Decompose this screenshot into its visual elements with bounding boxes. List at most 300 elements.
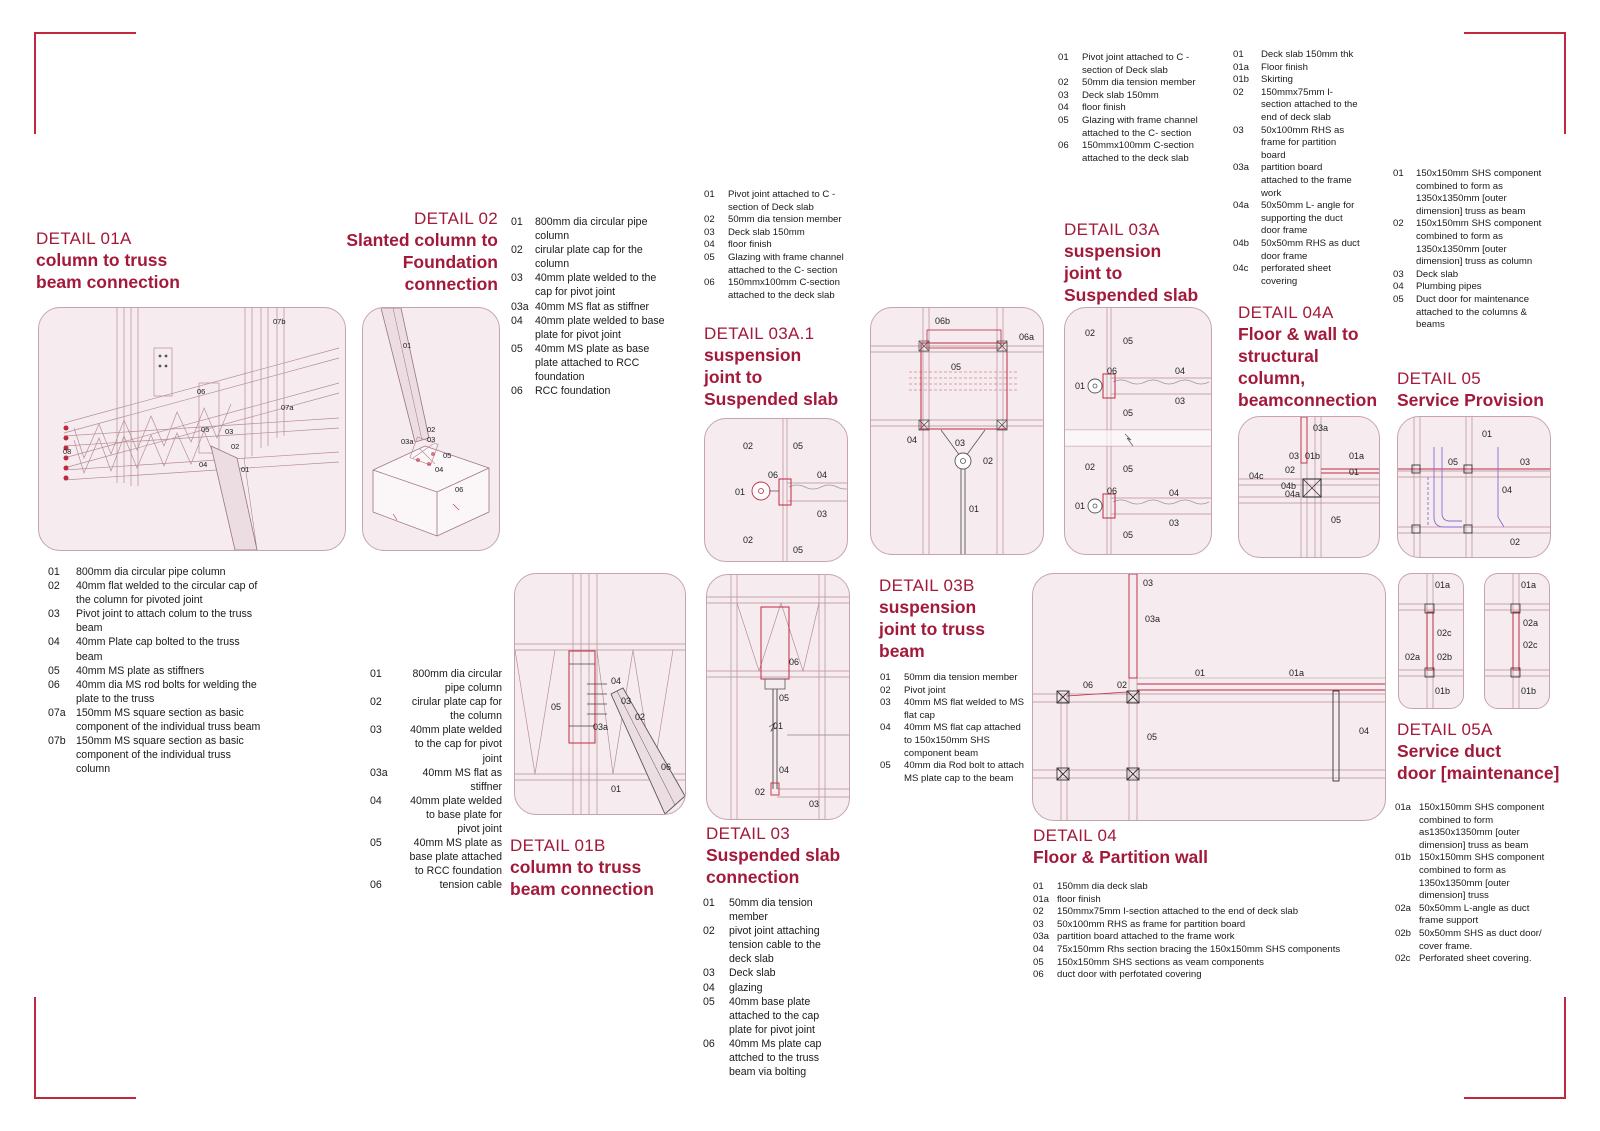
label: 01 <box>403 341 412 350</box>
detail-number: DETAIL 01A <box>36 229 132 248</box>
detail-title-line: connection <box>404 274 498 294</box>
label: 03 <box>809 799 820 809</box>
note-text: 40mm MS flat as stiffner <box>535 300 650 313</box>
note-key: 03a <box>370 766 388 779</box>
label: 02 <box>231 442 240 451</box>
label: 07a <box>281 403 294 412</box>
note-key: 03 <box>370 724 382 737</box>
note-item <box>880 722 1026 760</box>
detail-title-line: joint to <box>704 367 763 387</box>
note-key: 04 <box>1058 102 1069 114</box>
note-key: 03 <box>48 608 60 621</box>
note-key: 04 <box>880 722 891 734</box>
label: 01 <box>735 487 746 497</box>
note-key: 04 <box>370 794 382 807</box>
note-text: Glazing with frame channel attached to the C- section <box>728 251 844 276</box>
note-key: 01 <box>1058 52 1069 63</box>
note-text: 150mmx100mm C-section attached to the deck slab <box>728 277 840 301</box>
note-item <box>1393 269 1549 282</box>
note-text: pivot joint attaching tension cable to the deck slab <box>729 925 821 966</box>
detail-title-line: suspension <box>704 345 802 365</box>
note-text: 40mm MS flat as stiffner <box>422 766 502 793</box>
note-key: 02 <box>703 925 715 938</box>
note-key: 02 <box>1058 77 1069 89</box>
note-text: 50mm dia tension member <box>1082 77 1196 89</box>
drawing-detail-04a <box>1238 416 1380 558</box>
note-item <box>703 924 837 966</box>
label: 02a <box>1405 652 1421 662</box>
label: 04 <box>611 676 622 686</box>
note-item <box>880 697 1026 722</box>
note-key: 04b <box>1233 237 1250 249</box>
note-key: 01a <box>1233 61 1250 73</box>
note-key: 02b <box>1395 927 1412 939</box>
drawing-detail-05a-left <box>1398 573 1464 709</box>
note-text: partition board attached to the frame work <box>1261 162 1352 199</box>
notes-detail-01b <box>370 667 502 893</box>
note-key: 04c <box>1233 263 1249 275</box>
detail-number: DETAIL 03 <box>706 824 790 843</box>
drawing-detail-03 <box>706 574 850 820</box>
note-item <box>511 342 673 384</box>
note-key: 05 <box>370 837 382 850</box>
note-text: 40mm MS flat cap attached to 150x150mm SHS component beam <box>904 722 1021 759</box>
note-item <box>511 215 673 243</box>
note-text: 40mm MS flat welded to MS flat cap <box>904 697 1024 721</box>
heading-detail-03a1 <box>704 324 838 410</box>
note-item <box>704 214 862 227</box>
note-item <box>703 995 837 1037</box>
note-text: floor finish <box>728 239 772 251</box>
label: 02 <box>635 712 646 722</box>
note-text: Glazing with frame channel attached to the C- section <box>1082 114 1198 139</box>
label: 03 <box>1520 457 1531 467</box>
note-text: Deck slab <box>729 967 776 980</box>
detail-title-line: Suspended slab <box>706 845 841 865</box>
note-text: cirular plate cap for the column <box>535 244 643 271</box>
note-text: 50mm dia tension member <box>729 897 813 924</box>
note-key: 04 <box>1033 943 1044 955</box>
note-item <box>1393 294 1549 332</box>
note-key: 04 <box>1393 281 1404 293</box>
label: 05 <box>551 702 562 712</box>
note-item <box>1395 802 1555 852</box>
corner-mark-top-right <box>1464 32 1566 134</box>
note-item <box>48 664 266 678</box>
note-text: Deck slab 150mm <box>1082 89 1159 101</box>
note-text: Floor finish <box>1261 61 1308 73</box>
label: 01 <box>1195 668 1206 678</box>
note-key: 05 <box>704 251 715 263</box>
note-key: 02 <box>704 214 715 226</box>
label: 05 <box>1123 336 1134 346</box>
label: 06b <box>935 316 951 326</box>
note-text: 150mm MS square section as basic component of the individual truss beam <box>76 706 261 734</box>
note-text: Skirting <box>1261 74 1293 86</box>
detail-number: DETAIL 02 <box>414 209 498 228</box>
detail-title-line: beam connection <box>36 272 180 292</box>
label: 06 <box>197 387 206 396</box>
note-key: 06 <box>1058 140 1069 152</box>
note-key: 02 <box>48 580 60 593</box>
label: 06a <box>1019 332 1035 342</box>
detail-title-line: Foundation <box>402 252 498 272</box>
note-text: Duct door for maintenance attached to the columns & beams <box>1416 293 1530 331</box>
drawing-detail-03a1 <box>704 418 848 562</box>
note-item <box>1233 263 1361 288</box>
drawing-detail-01b <box>514 573 686 815</box>
label: 04a <box>1285 489 1301 499</box>
note-item <box>704 239 862 252</box>
note-item <box>1233 162 1361 200</box>
label: 01 <box>1075 381 1086 391</box>
label: 04 <box>1175 366 1186 376</box>
note-text: 150x150mm SHS component combined to form as1350x1350mm [outer dimension] truss as beam <box>1419 802 1545 851</box>
note-key: 01 <box>1033 881 1044 892</box>
note-key: 03a <box>1033 931 1050 943</box>
note-item <box>370 695 502 723</box>
label: 06 <box>1107 486 1118 496</box>
heading-detail-05a <box>1397 720 1559 784</box>
detail-number: DETAIL 03B <box>879 576 975 595</box>
heading-detail-01b <box>510 836 654 900</box>
note-key: 01 <box>511 216 523 228</box>
label: 02a <box>1523 618 1539 628</box>
label: 03a <box>401 437 414 446</box>
note-item <box>1033 931 1393 944</box>
label: 02 <box>1085 328 1096 338</box>
label: 04 <box>817 470 828 480</box>
label: 03 <box>1289 451 1300 461</box>
detail-number: DETAIL 03A.1 <box>704 324 815 343</box>
note-text: 75x150mm Rhs section bracing the 150x150mm SHS components <box>1057 943 1341 955</box>
note-item <box>1033 969 1393 982</box>
note-key: 03 <box>704 226 715 238</box>
label: 02c <box>1523 640 1538 650</box>
note-key: 06 <box>48 678 60 691</box>
notes-detail-05a <box>1395 802 1555 966</box>
label: 04 <box>1502 485 1513 495</box>
note-item <box>511 300 673 314</box>
label: 03 <box>225 427 234 436</box>
note-key: 01a <box>1395 802 1412 813</box>
label: 08 <box>63 447 72 456</box>
note-text: 800mm dia circular pipe column <box>412 668 502 695</box>
note-text: Deck slab <box>1416 268 1459 280</box>
label: 05 <box>1123 464 1134 474</box>
note-key: 01 <box>880 672 891 683</box>
notes-detail-04a <box>1233 49 1361 288</box>
note-text: tension cable <box>439 879 502 892</box>
note-item <box>48 579 266 607</box>
note-item <box>1233 238 1361 263</box>
note-text: Pivot joint attached to C - section of Deck slab <box>1082 52 1190 76</box>
note-text: 40mm plate welded to the cap for pivot joint <box>410 724 502 765</box>
note-key: 05 <box>1393 293 1404 305</box>
label: 05 <box>201 425 210 434</box>
label: 02 <box>755 787 766 797</box>
note-item <box>370 878 502 892</box>
notes-detail-05 <box>1393 168 1549 332</box>
note-text: 50x50mm L- angle for supporting the duct door frame <box>1261 200 1355 237</box>
note-key: 01 <box>703 897 715 909</box>
note-key: 06 <box>370 879 382 892</box>
detail-number: DETAIL 03A <box>1064 220 1160 239</box>
label: 02 <box>427 425 436 434</box>
label: 05 <box>793 545 804 555</box>
note-text: partition board attached to the frame work <box>1057 931 1235 943</box>
note-text: 40mm Ms plate cap attched to the truss beam via bolting <box>729 1037 822 1079</box>
note-item <box>511 384 673 398</box>
label: 06 <box>768 470 779 480</box>
corner-mark-top-left <box>34 32 136 134</box>
note-text: Pivot joint attached to C - section of Deck slab <box>728 189 836 213</box>
label: 01a <box>1349 451 1365 461</box>
label: 02 <box>1510 537 1521 547</box>
label: 03 <box>1169 518 1180 528</box>
note-key: 06 <box>703 1037 715 1050</box>
label: 04 <box>779 765 790 775</box>
detail-title-line: Floor & Partition wall <box>1033 847 1209 867</box>
detail-title-line: connection <box>706 867 800 887</box>
note-text: 150x150mm SHS component combined to form as 1350x1350mm [outer dimension] truss as beam <box>1416 168 1542 217</box>
note-item <box>880 760 1026 785</box>
label: 02 <box>743 535 754 545</box>
drawing-detail-05a-right <box>1484 573 1550 709</box>
label: 03a <box>1145 614 1161 624</box>
detail-title-line: beam <box>879 641 925 661</box>
note-item <box>1058 115 1198 140</box>
label: 05 <box>793 441 804 451</box>
note-key: 02a <box>1395 902 1412 914</box>
note-item <box>1033 906 1393 919</box>
heading-detail-01a <box>36 229 180 293</box>
note-key: 01 <box>1233 49 1244 60</box>
label: 03 <box>1175 396 1186 406</box>
note-item <box>1233 125 1361 163</box>
note-text: 40mm plate welded to base plate for pivot joint <box>410 794 502 836</box>
detail-title-line: Slanted column to <box>346 230 498 250</box>
note-key: 03 <box>511 272 523 285</box>
note-text: 40mm Plate cap bolted to the truss beam <box>76 636 240 663</box>
detail-title-line: structural <box>1238 346 1319 366</box>
label: 02 <box>1117 680 1128 690</box>
label: 04 <box>1169 488 1180 498</box>
label: 05 <box>1448 457 1459 467</box>
heading-detail-04 <box>1033 826 1208 868</box>
label: 03 <box>621 696 632 706</box>
note-text: 50x50mm L-angle as duct frame support <box>1419 902 1530 927</box>
detail-number: DETAIL 01B <box>510 836 606 855</box>
label: 01 <box>611 784 622 794</box>
note-text: 150x150mm SHS sections as veam components <box>1057 956 1264 968</box>
note-text: 40mm dia Rod bolt to attach MS plate cap to the beam <box>904 760 1024 784</box>
note-text: floor finish <box>1082 102 1126 114</box>
label: 02 <box>1085 462 1096 472</box>
label: 01 <box>773 721 784 731</box>
label: 01 <box>1349 467 1360 477</box>
note-text: 150mmx100mm C-section attached to the deck slab <box>1082 140 1194 164</box>
label: 04 <box>435 465 444 474</box>
label: 04 <box>1359 726 1370 736</box>
note-key: 06 <box>1033 969 1044 981</box>
notes-detail-03a1 <box>704 189 862 302</box>
note-item <box>1395 903 1555 928</box>
label: 05 <box>1123 408 1134 418</box>
detail-title-line: Service Provision <box>1397 390 1544 410</box>
note-key: 01 <box>1393 168 1404 179</box>
note-text: Perforated sheet covering. <box>1419 953 1532 965</box>
note-item <box>1395 953 1555 966</box>
drawing-detail-03a <box>1064 307 1212 555</box>
note-item <box>511 243 673 271</box>
label: 03 <box>1143 578 1154 588</box>
detail-title-line: Floor & wall to <box>1238 324 1359 344</box>
drawing-detail-05 <box>1397 416 1551 558</box>
note-key: 03a <box>511 300 529 313</box>
note-item <box>1058 77 1198 90</box>
note-key: 05 <box>511 342 523 355</box>
note-item <box>1058 90 1198 103</box>
note-key: 04 <box>48 636 60 649</box>
drawing-detail-03b <box>870 307 1044 555</box>
note-key: 02 <box>1033 906 1044 918</box>
note-text: Deck slab 150mm <box>728 226 805 238</box>
note-text: 150mm dia deck slab <box>1057 881 1148 892</box>
note-item <box>370 667 502 695</box>
note-key: 06 <box>511 385 523 398</box>
note-item <box>1233 62 1361 75</box>
note-item <box>370 723 502 765</box>
notes-detail-02 <box>511 215 673 398</box>
note-item <box>1233 87 1361 125</box>
note-key: 02 <box>880 684 891 696</box>
note-text: RCC foundation <box>535 385 611 398</box>
note-key: 02 <box>370 696 382 709</box>
label: 05 <box>1331 515 1342 525</box>
label: 06 <box>661 762 672 772</box>
label: 01b <box>1521 686 1537 696</box>
note-item <box>1395 852 1555 902</box>
label: 03 <box>427 435 436 444</box>
note-text: 50x100mm RHS as frame for partition board <box>1057 918 1246 930</box>
notes-detail-03a <box>1058 52 1198 165</box>
heading-detail-03 <box>706 824 840 888</box>
label: 04 <box>907 435 918 445</box>
note-key: 05 <box>48 664 60 677</box>
note-text: 40mm plate welded to base plate for pivot joint <box>535 314 665 341</box>
label: 04 <box>199 460 208 469</box>
note-key: 05 <box>703 995 715 1008</box>
note-key: 07b <box>48 735 66 748</box>
note-text: 50mm dia tension member <box>904 672 1018 683</box>
label: 01 <box>1075 501 1086 511</box>
corner-mark-bottom-left <box>34 997 136 1099</box>
note-text: 40mm MS plate as stiffners <box>76 664 205 677</box>
notes-detail-03 <box>703 896 837 1079</box>
note-text: 40mm flat welded to the circular cap of the column for pivoted joint <box>76 580 258 607</box>
label: 03 <box>817 509 828 519</box>
note-item <box>703 981 837 995</box>
note-item <box>1033 894 1393 907</box>
detail-title-line: Suspended slab <box>1064 285 1199 305</box>
note-text: 150mm MS square section as basic component of the individual truss column <box>76 735 244 776</box>
detail-title-line: Service duct <box>1397 741 1502 761</box>
note-item <box>1033 944 1393 957</box>
note-key: 02 <box>511 244 523 257</box>
label: 06 <box>1083 680 1094 690</box>
note-text: 150x150mm SHS component combined to form as 1350x1350mm [outer dimension] truss as column <box>1416 218 1542 268</box>
note-item <box>1233 74 1361 87</box>
note-key: 03 <box>1033 918 1044 930</box>
note-item <box>1058 102 1198 115</box>
label: 03 <box>955 438 966 448</box>
note-item <box>48 565 266 579</box>
note-key: 02 <box>1393 218 1404 230</box>
note-item <box>704 189 862 214</box>
note-item <box>1393 168 1549 218</box>
note-item <box>703 896 837 924</box>
note-text: floor finish <box>1057 893 1101 905</box>
note-key: 03 <box>1058 89 1069 101</box>
label: 06 <box>1107 366 1118 376</box>
label: 07b <box>273 317 286 326</box>
note-item <box>703 1037 837 1079</box>
note-text: 150x150mm SHS component combined to form as 1350x1350mm [outer dimension] truss <box>1419 852 1545 902</box>
note-key: 06 <box>704 277 715 289</box>
label: 03a <box>593 722 609 732</box>
note-item <box>704 252 862 277</box>
detail-number: DETAIL 05 <box>1397 369 1481 388</box>
detail-number: DETAIL 04A <box>1238 303 1334 322</box>
note-item <box>1033 881 1393 894</box>
label: 01 <box>241 465 250 474</box>
note-item <box>1395 928 1555 953</box>
note-text: Pivot joint <box>904 684 946 696</box>
note-item <box>370 766 502 794</box>
detail-title-line: Suspended slab <box>704 389 839 409</box>
notes-detail-01a <box>48 565 266 776</box>
label: 02b <box>1437 652 1453 662</box>
note-text: duct door with perfotated covering <box>1057 969 1202 981</box>
note-text: Pivot joint to attach colum to the truss beam <box>76 608 253 635</box>
label: 05 <box>779 693 790 703</box>
drawing-detail-04 <box>1032 573 1386 821</box>
label: 02c <box>1437 628 1452 638</box>
note-item <box>704 227 862 240</box>
label: 04b <box>1281 481 1297 491</box>
label: 05 <box>951 362 962 372</box>
heading-detail-02 <box>346 209 498 295</box>
label: 01a <box>1521 580 1537 590</box>
note-item <box>880 685 1026 698</box>
label: 02 <box>1285 465 1296 475</box>
note-key: 01 <box>370 668 382 680</box>
note-key: 01b <box>1395 852 1412 864</box>
note-key: 04 <box>703 981 715 994</box>
label: 02 <box>983 456 994 466</box>
note-key: 04 <box>704 239 715 251</box>
note-key: 03 <box>880 697 891 709</box>
notes-detail-03b <box>880 672 1026 785</box>
label: 01 <box>969 504 980 514</box>
label: 03a <box>1313 423 1329 433</box>
note-item <box>48 678 266 706</box>
note-key: 01a <box>1033 893 1050 905</box>
note-text: 40mm MS plate as base plate attached to RCC foundation <box>535 342 650 384</box>
note-item <box>511 271 673 299</box>
label: 01b <box>1435 686 1451 696</box>
